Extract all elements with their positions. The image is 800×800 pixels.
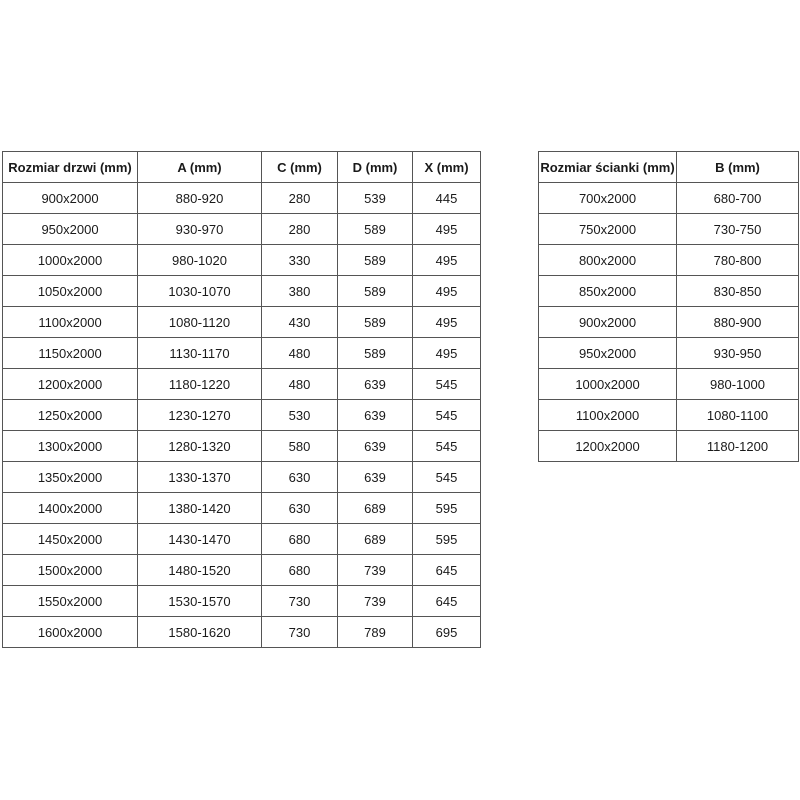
table-cell: 480 — [262, 338, 338, 369]
table-cell: 1380-1420 — [138, 493, 262, 524]
table-row — [3, 524, 481, 555]
table-cell: 280 — [262, 183, 338, 214]
table-cell: 700x2000 — [539, 183, 677, 214]
table-row — [3, 338, 481, 369]
table-cell: 930-970 — [138, 214, 262, 245]
table-row — [3, 586, 481, 617]
table-cell: 1150x2000 — [3, 338, 138, 369]
table-cell: 1400x2000 — [3, 493, 138, 524]
table-row — [3, 462, 481, 493]
table-cell: 595 — [413, 524, 481, 555]
door-size-table — [2, 151, 481, 648]
table-cell: 1250x2000 — [3, 400, 138, 431]
table-cell: 739 — [338, 555, 413, 586]
table-cell: 480 — [262, 369, 338, 400]
table-row — [3, 183, 481, 214]
header-row — [539, 152, 799, 183]
table-row — [539, 276, 799, 307]
table-row — [3, 276, 481, 307]
table-cell: 630 — [262, 462, 338, 493]
column-header: Rozmiar drzwi (mm) — [3, 152, 138, 183]
column-header: C (mm) — [262, 152, 338, 183]
table-cell: 1550x2000 — [3, 586, 138, 617]
table-row — [539, 369, 799, 400]
table-cell: 545 — [413, 462, 481, 493]
column-header: B (mm) — [677, 152, 799, 183]
table-cell: 950x2000 — [539, 338, 677, 369]
table-cell: 1080-1100 — [677, 400, 799, 431]
table-cell: 530 — [262, 400, 338, 431]
column-header: X (mm) — [413, 152, 481, 183]
table-cell: 730 — [262, 617, 338, 648]
table-cell: 830-850 — [677, 276, 799, 307]
table-row — [3, 400, 481, 431]
table-cell: 539 — [338, 183, 413, 214]
table-cell: 645 — [413, 586, 481, 617]
table-cell: 930-950 — [677, 338, 799, 369]
table-cell: 639 — [338, 431, 413, 462]
table-cell: 630 — [262, 493, 338, 524]
table-row — [539, 245, 799, 276]
table-cell: 280 — [262, 214, 338, 245]
table-cell: 900x2000 — [3, 183, 138, 214]
header-row — [3, 152, 481, 183]
table-row — [3, 431, 481, 462]
table-cell: 689 — [338, 524, 413, 555]
table-cell: 1200x2000 — [3, 369, 138, 400]
table-cell: 495 — [413, 245, 481, 276]
table-cell: 680 — [262, 555, 338, 586]
table-cell: 380 — [262, 276, 338, 307]
table-cell: 1530-1570 — [138, 586, 262, 617]
table-cell: 1030-1070 — [138, 276, 262, 307]
table-cell: 730-750 — [677, 214, 799, 245]
table-row — [3, 214, 481, 245]
table-cell: 595 — [413, 493, 481, 524]
table-cell: 580 — [262, 431, 338, 462]
table-cell: 1100x2000 — [539, 400, 677, 431]
table-cell: 1180-1220 — [138, 369, 262, 400]
table-row — [539, 400, 799, 431]
column-header: Rozmiar ścianki (mm) — [539, 152, 677, 183]
table-cell: 680-700 — [677, 183, 799, 214]
table-cell: 850x2000 — [539, 276, 677, 307]
table-cell: 430 — [262, 307, 338, 338]
table-cell: 1480-1520 — [138, 555, 262, 586]
table-cell: 800x2000 — [539, 245, 677, 276]
table-cell: 1230-1270 — [138, 400, 262, 431]
table-cell: 645 — [413, 555, 481, 586]
table-row — [3, 307, 481, 338]
table-row — [539, 183, 799, 214]
table-cell: 1580-1620 — [138, 617, 262, 648]
table-row — [3, 617, 481, 648]
table-cell: 900x2000 — [539, 307, 677, 338]
table-cell: 695 — [413, 617, 481, 648]
wall-size-table — [538, 151, 799, 462]
table-cell: 330 — [262, 245, 338, 276]
table-row — [539, 307, 799, 338]
table-cell: 589 — [338, 276, 413, 307]
table-cell: 589 — [338, 307, 413, 338]
table-cell: 1450x2000 — [3, 524, 138, 555]
table-cell: 730 — [262, 586, 338, 617]
table-cell: 545 — [413, 400, 481, 431]
table-cell: 1200x2000 — [539, 431, 677, 462]
table-cell: 495 — [413, 338, 481, 369]
table-row — [539, 431, 799, 462]
table-cell: 950x2000 — [3, 214, 138, 245]
table-cell: 789 — [338, 617, 413, 648]
table-cell: 639 — [338, 400, 413, 431]
table-cell: 1350x2000 — [3, 462, 138, 493]
table-cell: 880-900 — [677, 307, 799, 338]
table-cell: 1500x2000 — [3, 555, 138, 586]
table-cell: 1100x2000 — [3, 307, 138, 338]
table-cell: 589 — [338, 338, 413, 369]
table-cell: 880-920 — [138, 183, 262, 214]
table-row — [3, 369, 481, 400]
table-cell: 689 — [338, 493, 413, 524]
table-cell: 1080-1120 — [138, 307, 262, 338]
table-cell: 545 — [413, 369, 481, 400]
table-cell: 495 — [413, 307, 481, 338]
table-cell: 1050x2000 — [3, 276, 138, 307]
table-cell: 639 — [338, 369, 413, 400]
table-cell: 1000x2000 — [3, 245, 138, 276]
table-cell: 739 — [338, 586, 413, 617]
table-cell: 445 — [413, 183, 481, 214]
table-row — [3, 245, 481, 276]
table-cell: 495 — [413, 214, 481, 245]
column-header: A (mm) — [138, 152, 262, 183]
table-cell: 1600x2000 — [3, 617, 138, 648]
table-row — [539, 214, 799, 245]
table-cell: 680 — [262, 524, 338, 555]
table-cell: 1000x2000 — [539, 369, 677, 400]
table-cell: 1180-1200 — [677, 431, 799, 462]
table-cell: 495 — [413, 276, 481, 307]
table-cell: 980-1020 — [138, 245, 262, 276]
table-cell: 1130-1170 — [138, 338, 262, 369]
column-header: D (mm) — [338, 152, 413, 183]
table-cell: 1280-1320 — [138, 431, 262, 462]
table-cell: 1430-1470 — [138, 524, 262, 555]
table-cell: 1300x2000 — [3, 431, 138, 462]
table-cell: 589 — [338, 214, 413, 245]
table-cell: 750x2000 — [539, 214, 677, 245]
table-cell: 545 — [413, 431, 481, 462]
table-row — [539, 338, 799, 369]
table-row — [3, 493, 481, 524]
table-cell: 1330-1370 — [138, 462, 262, 493]
table-cell: 780-800 — [677, 245, 799, 276]
table-cell: 589 — [338, 245, 413, 276]
table-cell: 980-1000 — [677, 369, 799, 400]
table-cell: 639 — [338, 462, 413, 493]
table-row — [3, 555, 481, 586]
